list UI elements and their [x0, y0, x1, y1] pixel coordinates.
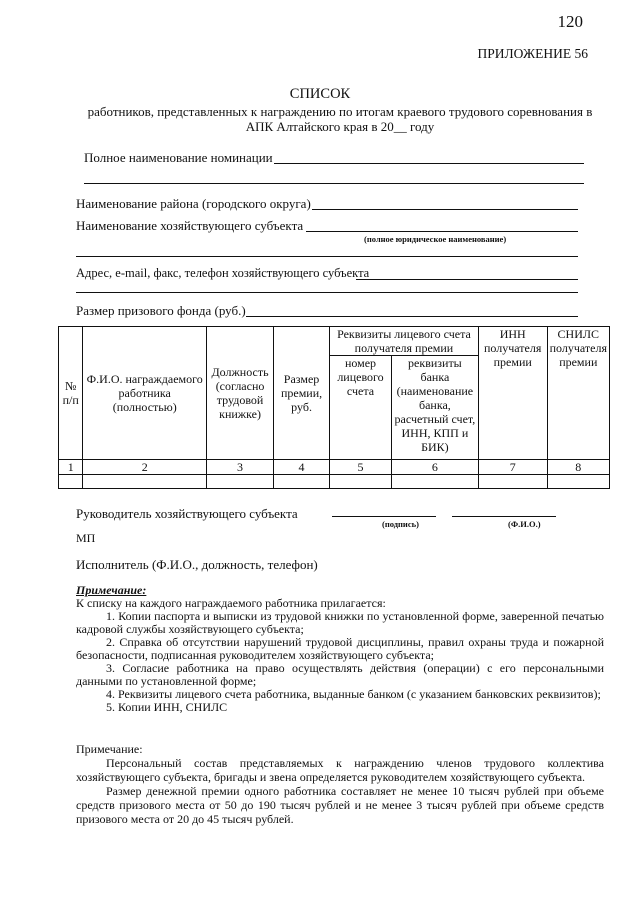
page-number: 120 — [557, 12, 583, 31]
header-num: № п/п — [59, 327, 83, 460]
appendix-label: ПРИЛОЖЕНИЕ 56 — [477, 46, 588, 61]
entity-label: Наименование хозяйствующего субъекта — [76, 218, 304, 233]
stamp-label: МП — [76, 531, 96, 545]
entity-fill-line[interactable] — [306, 231, 578, 232]
notes-item: 3. Согласие работника на право осуществлять действия (операции) с его персональными данными по установленной форме; — [76, 661, 604, 688]
header-position: Должность (согласно трудовой книжке) — [207, 327, 274, 460]
table-cell[interactable] — [274, 475, 330, 489]
notes-item: 2. Справка об отсутствии нарушений трудовой дисциплины, правил охраны труда и пожарной безопасности, подписанная руководителем хозяйствующего субъекта; — [76, 635, 604, 662]
notes-item: 4. Реквизиты лицевого счета работника, выданные банком (с указанием банковских реквизитов); — [106, 687, 601, 701]
column-number: 8 — [547, 460, 609, 475]
table-row — [59, 475, 610, 489]
table-cell[interactable] — [391, 475, 478, 489]
notes-heading: Примечание: — [76, 583, 147, 597]
district-label: Наименование района (городского округа) — [76, 196, 311, 211]
column-number: 3 — [207, 460, 274, 475]
contacts-label: Адрес, e-mail, факс, телефон хозяйствующего субъекта — [76, 266, 370, 280]
header-inn: ИНН получателя премии — [478, 327, 547, 460]
table-header-row-1 — [59, 327, 610, 356]
remark-paragraph: Размер денежной премии одного работника составляет не менее 10 тысяч рублей при объеме средств призового места от 50 до 190 тысяч рублей и не менее 3 тысяч рублей при объеме средств призового места от 20 до 45 тысяч рублей. — [76, 784, 604, 826]
header-snils: СНИЛС получателя премии — [547, 327, 609, 460]
fio-fill-line[interactable] — [452, 516, 556, 517]
table-cell[interactable] — [207, 475, 274, 489]
document-title: СПИСОК — [289, 86, 351, 102]
document-subtitle — [60, 104, 620, 134]
entity-hint: (полное юридическое наименование) — [364, 234, 507, 244]
table-cell[interactable] — [547, 475, 609, 489]
header-fio: Ф.И.О. награждаемого работника (полностью) — [83, 327, 207, 460]
column-number: 6 — [391, 460, 478, 475]
contacts-fill-line[interactable] — [356, 279, 578, 280]
attachments-notes — [76, 584, 604, 714]
header-bank-details: реквизиты банка (наименование банка, расчетный счет, ИНН, КПП и БИК) — [391, 356, 478, 460]
table-cell[interactable] — [478, 475, 547, 489]
table-cell[interactable] — [83, 475, 207, 489]
column-number: 2 — [83, 460, 207, 475]
signature-hint: (подпись) — [382, 519, 419, 529]
prize-fund-fill-line[interactable] — [246, 316, 578, 317]
header-account-group: Реквизиты лицевого счета получателя премии — [330, 327, 479, 356]
prize-fund-label: Размер призового фонда (руб.) — [76, 303, 246, 318]
nomination-fill-line[interactable] — [274, 163, 584, 164]
remark-heading: Примечание: — [76, 742, 143, 756]
notes-intro: К списку на каждого награждаемого работника прилагается: — [76, 596, 386, 610]
remark-paragraph: Персональный состав представляемых к награждению членов трудового коллектива хозяйствующего субъекта, бригады и звена определяется руководителем хозяйствующего субъекта. — [76, 756, 604, 784]
column-number: 7 — [478, 460, 547, 475]
notes-item: 5. Копии ИНН, СНИЛС — [106, 700, 228, 714]
signature-fill-line[interactable] — [332, 516, 436, 517]
fio-hint: (Ф.И.О.) — [508, 519, 541, 529]
entity-fill-line-2[interactable] — [76, 256, 578, 257]
header-account-number: номер лицевого счета — [330, 356, 392, 460]
column-number: 4 — [274, 460, 330, 475]
nomination-label: Полное наименование номинации — [84, 150, 273, 165]
table-cell[interactable] — [330, 475, 392, 489]
table-cell[interactable] — [59, 475, 83, 489]
column-number: 1 — [59, 460, 83, 475]
contacts-fill-line-2[interactable] — [76, 292, 578, 293]
nomination-fill-line-2[interactable] — [84, 183, 584, 184]
column-number: 5 — [330, 460, 392, 475]
notes-item: 1. Копии паспорта и выписки из трудовой книжки по установленной форме, заверенной печатью кадровой службы хозяйствующего субъекта; — [76, 609, 604, 636]
executor-label: Исполнитель (Ф.И.О., должность, телефон) — [76, 557, 318, 572]
remark-block — [76, 742, 604, 826]
awardees-table — [58, 326, 610, 489]
header-bonus: Размер премии, руб. — [274, 327, 330, 460]
district-fill-line[interactable] — [312, 209, 578, 210]
head-signature-label: Руководитель хозяйствующего субъекта — [76, 506, 298, 521]
subtitle-line-1: работников, представленных к награждению по итогам краевого трудового соревнования в — [87, 104, 593, 119]
table-column-numbers-row — [59, 460, 610, 475]
subtitle-line-2: АПК Алтайского края в 20__ году — [245, 119, 435, 134]
